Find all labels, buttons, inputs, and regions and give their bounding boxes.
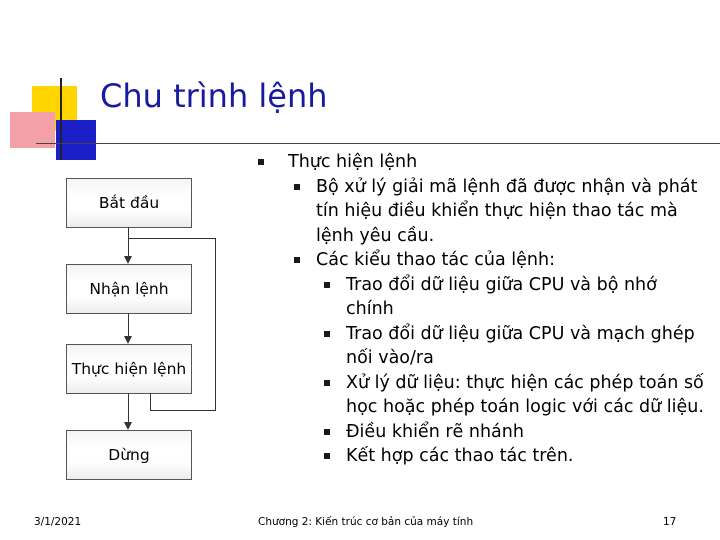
square-bullet-icon	[258, 159, 264, 165]
decor-vertical-line	[60, 78, 62, 160]
flow-step-fetch: Nhận lệnh	[66, 264, 192, 314]
footer-date: 3/1/2021	[34, 516, 82, 528]
flow-connector-execute-stop	[128, 393, 129, 422]
square-bullet-icon	[324, 429, 330, 435]
list-item-level2: Bộ xử lý giải mã lệnh đã được nhận và phát tín hiệu điều khiển thực hiện thao tác mà lệnh yêu cầu.	[258, 175, 708, 249]
flow-arrowhead	[124, 256, 132, 264]
square-bullet-icon	[324, 331, 330, 337]
flow-loop-top	[128, 238, 216, 239]
list-item-level2: Các kiểu thao tác của lệnh:	[258, 248, 708, 273]
list-item-level3: Trao đổi dữ liệu giữa CPU và mạch ghép nối vào/ra	[258, 322, 708, 371]
list-item-level3: Kết hợp các thao tác trên.	[258, 444, 708, 469]
flow-loop-right	[215, 238, 216, 411]
list-item-level3: Xử lý dữ liệu: thực hiện các phép toán số học hoặc phép toán logic với các dữ liệu.	[258, 371, 708, 420]
list-item-level3: Trao đổi dữ liệu giữa CPU và bộ nhớ chính	[258, 273, 708, 322]
footer-chapter: Chương 2: Kiến trúc cơ bản của máy tính	[258, 516, 474, 528]
slide-title: Chu trình lệnh	[100, 77, 328, 115]
square-bullet-icon	[294, 257, 300, 263]
square-bullet-icon	[324, 380, 330, 386]
flow-arrowhead	[124, 336, 132, 344]
square-bullet-icon	[324, 282, 330, 288]
flow-loop-bottom	[150, 410, 215, 411]
flow-step-execute: Thực hiện lệnh	[66, 344, 192, 394]
flow-connector-start-fetch	[128, 227, 129, 256]
title-underline	[36, 143, 720, 144]
square-bullet-icon	[294, 184, 300, 190]
flow-step-stop: Dừng	[66, 430, 192, 480]
list-item-level3: Điều khiển rẽ nhánh	[258, 420, 708, 445]
decor-blue-square	[56, 120, 96, 160]
page-number: 17	[663, 516, 677, 528]
flow-loop-down	[150, 393, 151, 410]
square-bullet-icon	[324, 453, 330, 459]
flow-step-start: Bắt đầu	[66, 178, 192, 228]
bullet-content	[258, 150, 708, 469]
flow-connector-fetch-execute	[128, 313, 129, 336]
flow-arrowhead	[124, 422, 132, 430]
list-item-level1: Thực hiện lệnh	[258, 150, 708, 175]
